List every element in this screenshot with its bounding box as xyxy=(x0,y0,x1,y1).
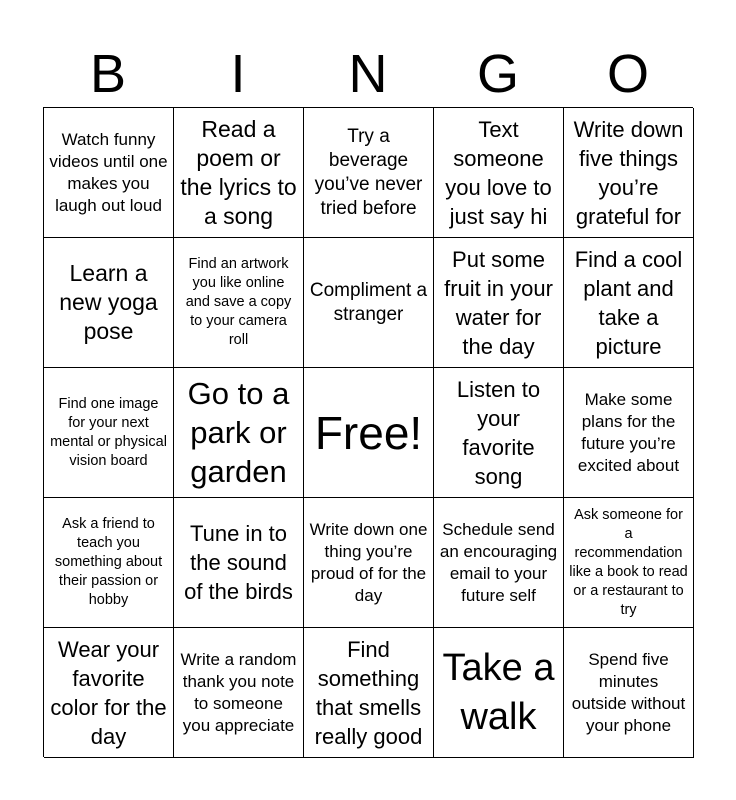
bingo-cell[interactable] xyxy=(44,238,174,368)
cell-text: Find an artwork you like online and save a copy to your camera roll xyxy=(185,256,292,348)
cell-text: Find one image for your next mental or physical vision board xyxy=(50,395,167,469)
cell-text: Schedule send an encouraging email to your future self xyxy=(439,519,558,605)
bingo-cell[interactable] xyxy=(174,108,304,238)
bingo-cell[interactable] xyxy=(174,368,304,498)
bingo-cell[interactable] xyxy=(44,498,174,628)
bingo-cell[interactable] xyxy=(434,498,564,628)
cell-text: Watch funny videos until one makes you laugh out loud xyxy=(49,129,168,215)
cell-text: Text someone you love to just say hi xyxy=(445,116,552,229)
bingo-cell[interactable] xyxy=(44,108,174,238)
cell-text: Ask someone for a recommendation like a book to read or a restaurant to try xyxy=(569,506,688,618)
header-letter-b: B xyxy=(89,44,127,104)
cell-text: Listen to your favorite song xyxy=(456,376,541,489)
cell-text: Wear your favorite color for the day xyxy=(50,636,167,749)
cell-text: Make some plans for the future you’re excited about xyxy=(577,389,680,475)
cell-text: Ask a friend to teach you something about their passion or hobby xyxy=(54,516,163,608)
bingo-cell[interactable] xyxy=(564,498,694,628)
cell-text: Learn a new yoga pose xyxy=(59,260,158,344)
cell-text: Write down one thing you’re proud of for the day xyxy=(309,519,428,605)
cell-text: Free! xyxy=(314,406,423,459)
bingo-cell[interactable] xyxy=(564,108,694,238)
bingo-cell[interactable] xyxy=(434,628,564,758)
bingo-cell[interactable] xyxy=(304,498,434,628)
cell-text: Tune in to the sound of the birds xyxy=(184,521,293,604)
bingo-cell[interactable] xyxy=(564,628,694,758)
free-space[interactable] xyxy=(304,368,434,498)
cell-text: Find a cool plant and take a picture xyxy=(574,246,683,359)
cell-text: Write down five things you’re grateful for xyxy=(573,116,684,229)
bingo-header xyxy=(43,40,693,108)
bingo-cell[interactable] xyxy=(174,498,304,628)
bingo-cell[interactable] xyxy=(434,108,564,238)
cell-text: Put some fruit in your water for the day xyxy=(444,246,553,359)
cell-text: Find something that smells really good xyxy=(314,636,423,749)
bingo-cell[interactable] xyxy=(434,368,564,498)
bingo-cell[interactable] xyxy=(304,238,434,368)
cell-text: Write a random thank you note to someone you appreciate xyxy=(180,649,297,735)
bingo-board xyxy=(43,107,693,757)
bingo-cell[interactable] xyxy=(304,628,434,758)
bingo-cell[interactable] xyxy=(174,238,304,368)
bingo-cell[interactable] xyxy=(564,238,694,368)
header-letter-n: N xyxy=(348,44,388,104)
bingo-cell[interactable] xyxy=(564,368,694,498)
bingo-cell[interactable] xyxy=(44,628,174,758)
header-letter-i: I xyxy=(230,44,246,104)
header-letter-g: G xyxy=(476,44,519,104)
bingo-cell[interactable] xyxy=(304,108,434,238)
cell-text: Compliment a stranger xyxy=(309,279,428,325)
cell-text: Go to a park or garden xyxy=(187,376,290,489)
header-letter-o: O xyxy=(606,44,649,104)
bingo-cell[interactable] xyxy=(44,368,174,498)
cell-text: Read a poem or the lyrics to a song xyxy=(180,115,297,229)
bingo-cell[interactable] xyxy=(434,238,564,368)
cell-text: Try a beverage you’ve never tried before xyxy=(314,125,423,219)
bingo-cell[interactable] xyxy=(174,628,304,758)
cell-text: Spend five minutes outside without your phone xyxy=(571,649,686,735)
cell-text: Take a walk xyxy=(442,646,555,738)
